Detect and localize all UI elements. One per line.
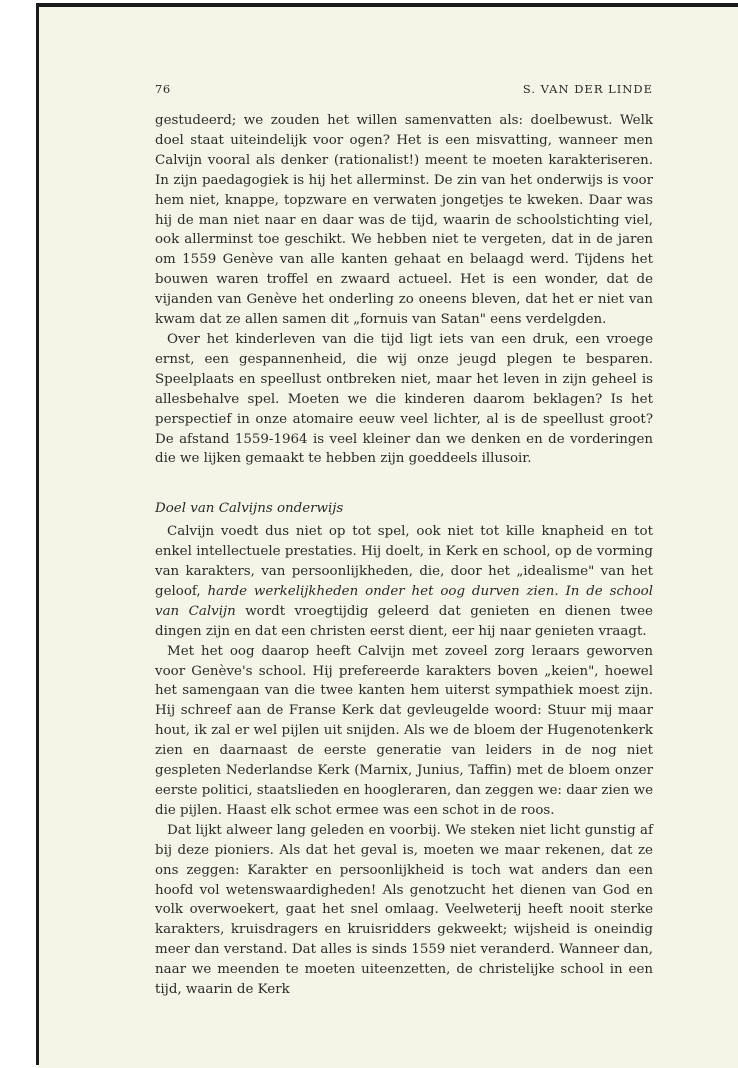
page-number: 76 xyxy=(155,82,171,96)
running-head xyxy=(155,82,653,100)
scan-edge-top xyxy=(38,3,738,7)
paragraph-dat-lijkt: Dat lijkt alweer lang geleden en voorbij. We steken niet licht gunstig af bij deze pioniers. Als dat het geval is, moeten we maar rekenen, dat ze ons zeggen: Karakter en persoonlijkheid is toch wat anders dan een hoofd vol wetenswaardigheden! Als genotzucht het dienen van God en volk overwoekert, gaat het snel omlaag. Veelweterij heeft nooit sterke karakters, kruisdragers en kruisridders gekweekt; wijsheid is oneindig meer dan verstand. Dat alles is sinds 1559 niet veranderd. Wanneer dan, naar we meenden te moeten uiteenzetten, de christelijke school in een tijd, waarin de Kerk xyxy=(155,822,653,998)
body-text xyxy=(155,111,653,1000)
paragraph-kinderleven: Over het kinderleven van die tijd ligt iets van een druk, een vroege ernst, een gespannenheid, die wij onze jeugd plegen te besparen. Speelplaats en speellust ontbreken niet, maar het leven in zijn geheel is allesbehalve spel. Moeten we die kinderen daarom beklagen? Is het perspectief in onze atomaire eeuw veel lichter, al is de speellust groot? De afstand 1559-1964 is veel kleiner dan we denken en de vorderingen die we lijken gemaakt te hebben zijn goeddeels illusoir. xyxy=(155,331,653,467)
running-author: S. VAN DER LINDE xyxy=(522,82,653,96)
paragraph-calvijn-voedt xyxy=(155,522,653,641)
page-content xyxy=(155,82,653,1000)
paragraph-continued: gestudeerd; we zouden het willen samenvatten als: doelbewust. Welk doel staat uiteindelijk voor ogen? Het is een misvatting, wanneer men Calvijn vooral als denker (rationalist!) meent te moeten karakteriseren. In zijn paedagogiek is hij het allerminst. De zin van het onderwijs is voor hem niet, knappe, topzware en verwaten jongetjes te kweken. Daar was hij de man niet naar en daar was de tijd, waarin de schoolstichting viel, ook allerminst toe geschikt. We hebben niet te vergeten, dat in de jaren om 1559 Genève van alle kanten gehaat en belaagd werd. Tijdens het bouwen waren troffel en zwaard actueel. Het is een wonder, dat de vijanden van Genève het onderling zo oneens bleven, dat het er niet van kwam dat ze allen samen dit „fornuis van Satan" eens verdelgden. xyxy=(155,113,653,328)
paragraph-calvijn-voedt-italic: harde werkelijkheden onder het oog durven zien. In de school van Calvijn xyxy=(155,583,654,619)
scan-edge-left xyxy=(36,3,39,1065)
paragraph-calvijn-voedt-part1: Calvijn voedt dus niet op tot spel, ook niet tot kille knapheid en tot enkel intellectuele prestaties. Hij doelt, in Kerk en school, op de vorming van karakters, van persoonlijkheden, die, door het „idealisme" van het geloof, xyxy=(155,524,653,599)
paragraph-met-het-oog: Met het oog daarop heeft Calvijn met zoveel zorg leraars geworven voor Genève's school. Hij prefereerde karakters boven „keien", hoewel het samengaan van die twee kanten hem uiterst sympathiek moest zijn. Hij schreef aan de Franse Kerk dat gevleugelde woord: Stuur mij maar hout, ik zal er wel pijlen uit snijden. Als we de bloem der Hugenotenkerk zien en daarnaast de eerste generatie van leiders in de nog niet gespleten Nederlandse Kerk (Marnix, Junius, Taffin) met de bloem onzer eerste politici, staatslieden en hoogleraren, dan zeggen we: daar zien we die pijlen. Haast elk schot ermee was een schot in de roos. xyxy=(155,643,653,818)
paragraph-calvijn-voedt-part2: wordt vroegtijdig geleerd dat genieten en dienen twee dingen zijn en dat een christen eerst dient, eer hij naar genieten vraagt. xyxy=(155,603,653,639)
section-heading: Doel van Calvijns onderwijs xyxy=(155,501,344,517)
